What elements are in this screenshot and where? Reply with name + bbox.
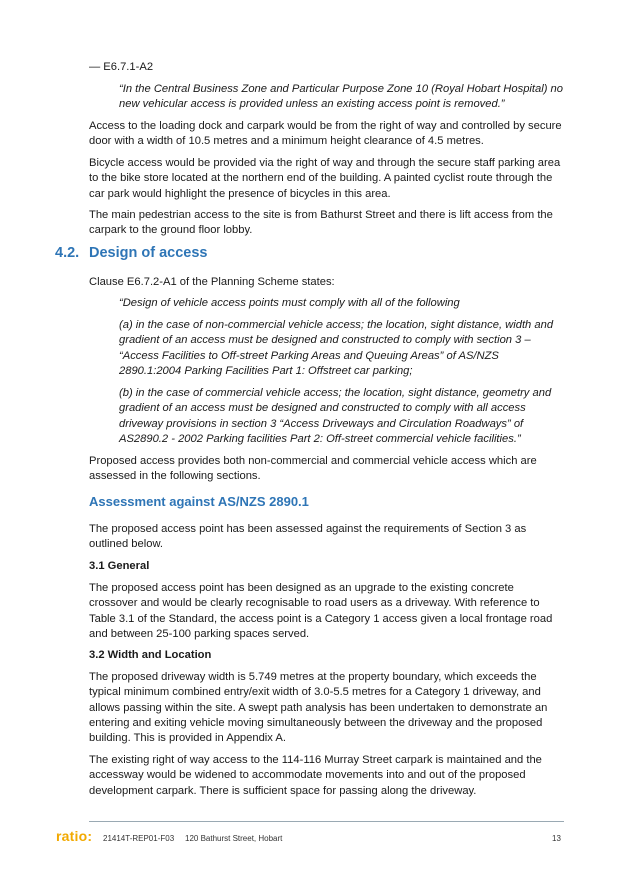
quote-e6-7-1-a2: “In the Central Business Zone and Particular Purpose Zone 10 (Royal Hobart Hospital) no new vehicular access is provided unless an existing access point is removed.” [119, 83, 563, 111]
paragraph-proposed-access: Proposed access provides both non-commercial and commercial vehicle access which are assessed in the following sections. [89, 455, 537, 483]
paragraph-pedestrian-access: The main pedestrian access to the site is from Bathurst Street and there is lift access from the carpark to the ground floor lobby. [89, 209, 553, 237]
quote-item-a: (a) in the case of non-commercial vehicle access; the location, sight distance, width and gradient of an access must be designed and constructed to comply with section 3 – “Access Facilities to Off-street Parking Areas and Queuing Areas” of AS/NZS 2890.1:2004 Parking Facilities Part 1: Offstreet car parking; [119, 319, 554, 377]
paragraph-loading-access: Access to the loading dock and carpark would be from the right of way and controlled by secure door with a width of 10.5 metres and a minimum height clearance of 4.5 metres. [89, 120, 562, 148]
footer-divider [89, 821, 564, 822]
paragraph-width-location: The proposed driveway width is 5.749 metres at the property boundary, which exceeds the typical minimum combined entry/exit width of 3.0-5.5 metres for a Category 1 driveway, and allows passing within the site. A swept path analysis has been undertaken to demonstrate an entering and exiting vehicle moving simultaneously between the driveway and the proposed building. This is provided in Appendix A. [89, 671, 548, 745]
heading-width-location: 3.2 Width and Location [89, 649, 212, 661]
paragraph-assessment: The proposed access point has been assessed against the requirements of Section 3 as outlined below. [89, 523, 527, 551]
footer-address: 120 Bathurst Street, Hobart [185, 834, 283, 843]
paragraph-general: The proposed access point has been designed as an upgrade to the existing concrete crossover and would be clearly recognisable to road users as a driveway. With reference to Table 3.1 of the Standard, the access point is a Category 1 access given a local frontage road and between 25-100 parking spaces served. [89, 582, 553, 640]
clause-reference: — E6.7.1-A2 [89, 61, 154, 73]
quote-item-b: (b) in the case of commercial vehicle access; the location, sight distance, geometry and gradient of an access must be designed and constructed to comply with all access driveway provisions in section 3 “Access Driveways and Circulation Roadways” of AS2890.2 - 2002 Parking facilities Part 2: Off-street commercial vehicle facilities.” [119, 387, 552, 445]
paragraph-bicycle-access: Bicycle access would be provided via the right of way and through the secure staff parking area to the bike store located at the northern end of the building. A painted cyclist route through the car park would highlight the presence of bicycles in this area. [89, 157, 561, 200]
section-heading [55, 245, 207, 261]
section-title: Design of access [89, 245, 208, 261]
section-number: 4.2. [55, 245, 80, 261]
quote-intro: “Design of vehicle access points must comply with all of the following [119, 297, 460, 309]
subsection-heading: Assessment against AS/NZS 2890.1 [89, 494, 309, 509]
heading-general: 3.1 General [89, 560, 150, 572]
ratio-logo: ratio: [56, 828, 93, 844]
paragraph-right-of-way: The existing right of way access to the 114-116 Murray Street carpark is maintained and the accessway would be widened to accommodate movements into and out of the proposed development carpark. There is sufficient space for passing along the driveway. [89, 754, 542, 797]
footer-document-ref: 21414T-REP01-F03 [103, 834, 175, 843]
paragraph-clause-intro: Clause E6.7.2-A1 of the Planning Scheme states: [89, 276, 335, 288]
page-number: 13 [552, 834, 561, 843]
